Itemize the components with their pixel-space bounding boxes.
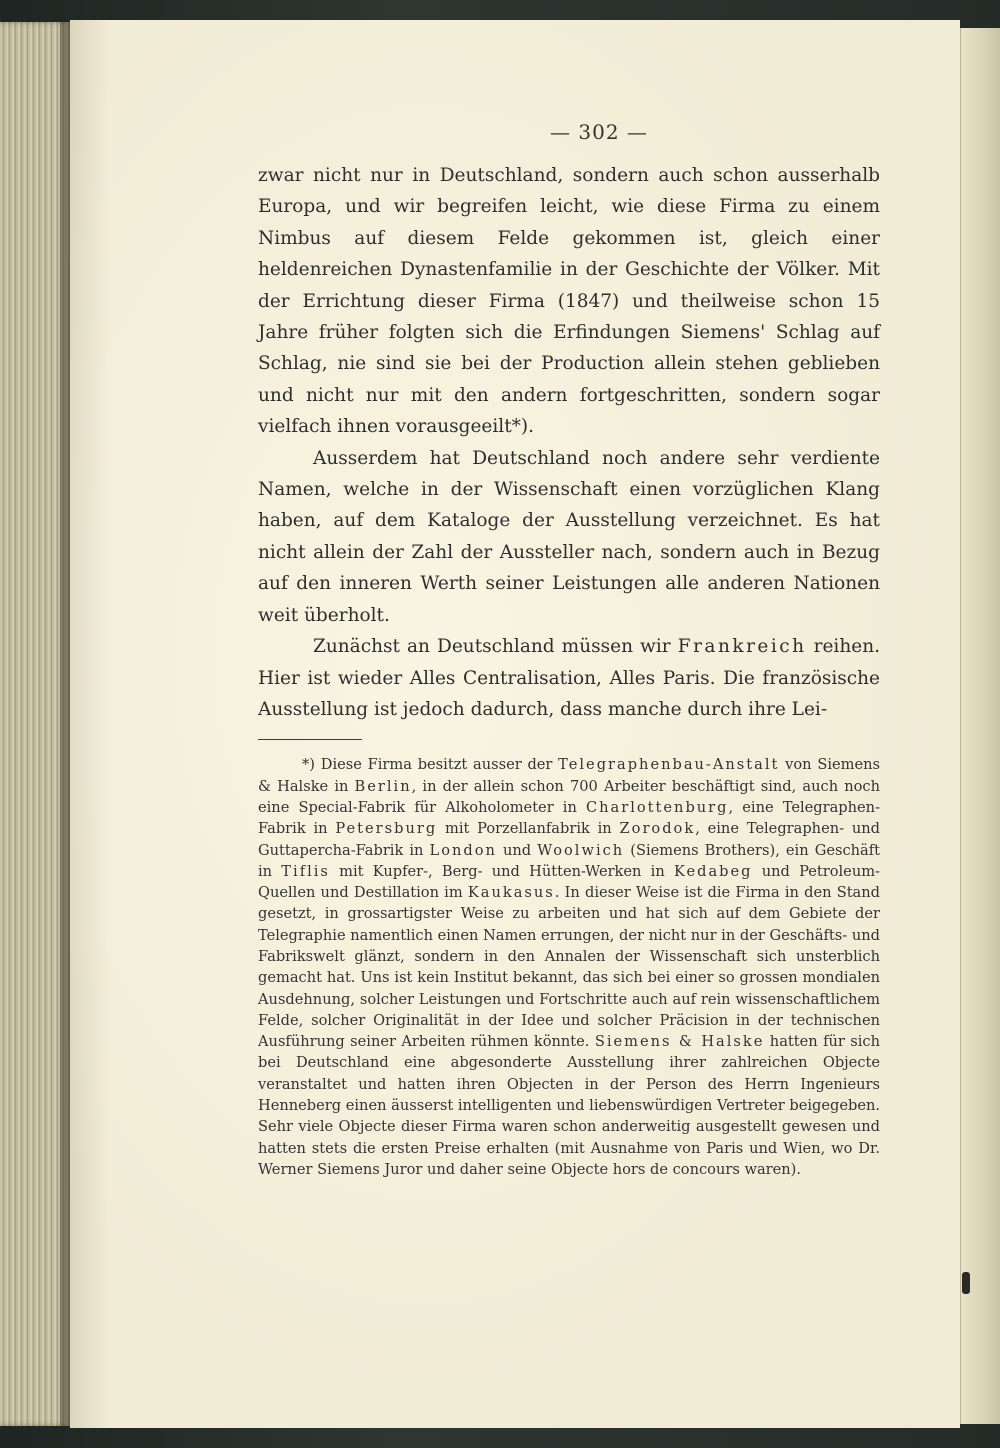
paragraph-3-emphasis: Frankreich	[677, 636, 807, 658]
footnote-emphasis: Zorodok	[619, 820, 696, 838]
paragraph-3-post: reihen. Hier ist wieder Alles Centralisation, Alles Paris. Die französische Ausstellung ist jedoch dadurch, dass manche durch ihre Lei-	[258, 636, 881, 720]
footnote-emphasis: Telegraphenbau-Anstalt	[558, 756, 780, 774]
footnote-emphasis: Petersburg	[335, 820, 438, 838]
footnote-text: und Petroleum-Quellen und Destillation im	[258, 862, 880, 902]
footnote-emphasis: London	[429, 841, 497, 859]
footnote-text: mit Porzellanfabrik in	[437, 820, 620, 838]
footnote-text: (Siemens Brothers), ein Geschäft in	[258, 841, 881, 880]
footnote-emphasis: Siemens & Halske	[594, 1033, 765, 1051]
footnote-emphasis: Kedabeg	[673, 862, 753, 880]
footnote-emphasis: Woolwich	[537, 841, 625, 859]
page-marker	[962, 1272, 970, 1294]
footnote-text: , eine Telegraphen- und Guttapercha-Fabrik in	[258, 820, 880, 859]
footnote-text: *) Diese Firma besitzt ausser der	[302, 756, 559, 774]
footnote-text: . In dieser Weise ist die Firma in den Stand gesetzt, in grossartigster Weise zu arbeiten und hat sich auf dem Gebiete der Telegraphie namentlich einen Namen errungen, der nicht nur in der Geschäfts- und Fabrikswelt glänzt, sondern in den Annalen der Wissenschaft sich unsterblich gemacht hat. Uns ist kein Institut bekannt, das sich bei einer so grossen mondialen Ausdehnung, solcher Leistungen und Fortschritte auch auf rein wissenschaftlichem Felde, solcher Originalität in der Idee und solcher Präcision in der technischen Ausführung seiner Arbeiten rühmen könnte.	[258, 884, 881, 1051]
page-number: — 302 —	[550, 120, 648, 144]
footnote-text: hatten für sich bei Deutschland eine abgesonderte Ausstellung ihrer zahlreichen Objecte veranstaltet und hatten ihren Objecten in der Person des Herrn Ingenieurs Henneberg einen äusserst intelligenten und liebenswürdigen Vertreter beigegeben. Sehr viele Objecte dieser Firma waren schon anderweitig ausgestellt gewesen und hatten stets die ersten Preise erhalten (mit Ausnahme von Paris und Wien, wo Dr. Werner Siemens Juror und daher seine Objecte hors de concours waren).	[258, 1033, 880, 1178]
footnote-text: und	[496, 841, 538, 859]
footnote	[258, 754, 880, 1180]
facing-page-edge	[960, 28, 1000, 1424]
footnote-emphasis: Tiflis	[281, 862, 330, 880]
page-content	[258, 120, 880, 1180]
paragraph-2: Ausserdem hat Deutschland noch andere sehr verdiente Namen, welche in der Wissenschaft einen vorzüglichen Klang haben, auf dem Kataloge der Ausstellung verzeichnet. Es hat nicht allein der Zahl der Aussteller nach, sondern auch in Bezug auf den inneren Werth seiner Leistungen alle anderen Nationen weit überholt.	[258, 447, 880, 626]
footnote-text: , in der allein schon 700 Arbeiter beschäftigt sind, auch noch eine Special-Fabrik für Alkoholometer in	[258, 777, 880, 816]
footnote-emphasis: Charlottenburg	[585, 798, 729, 816]
footnote-text: , eine Telegraphen-Fabrik in	[258, 798, 880, 838]
footnote-divider	[258, 739, 362, 740]
paragraph-3-pre: Zunächst an Deutschland müssen wir	[313, 636, 678, 658]
paragraph-3	[258, 631, 880, 725]
footnote-text: von Siemens & Halske in	[258, 756, 880, 795]
paragraph-1: zwar nicht nur in Deutschland, sondern auch schon ausserhalb Europa, und wir begreifen leicht, wie diese Firma zu einem Nimbus auf diesem Felde gekommen ist, gleich einer heldenreichen Dynastenfamilie in der Geschichte der Völker. Mit der Errichtung dieser Firma (1847) und theilweise schon 15 Jahre früher folgten sich die Erfindungen Siemens' Schlag auf Schlag, nie sind sie bei der Production allein stehen geblieben und nicht nur mit den andern fortgeschritten, sondern sogar vielfach ihnen vorausgeeilt*).	[258, 165, 880, 438]
footnote-emphasis: Berlin	[354, 777, 412, 795]
footnote-text: mit Kupfer-, Berg- und Hütten-Werken in	[329, 862, 674, 880]
footnote-emphasis: Kaukasus	[467, 884, 555, 902]
